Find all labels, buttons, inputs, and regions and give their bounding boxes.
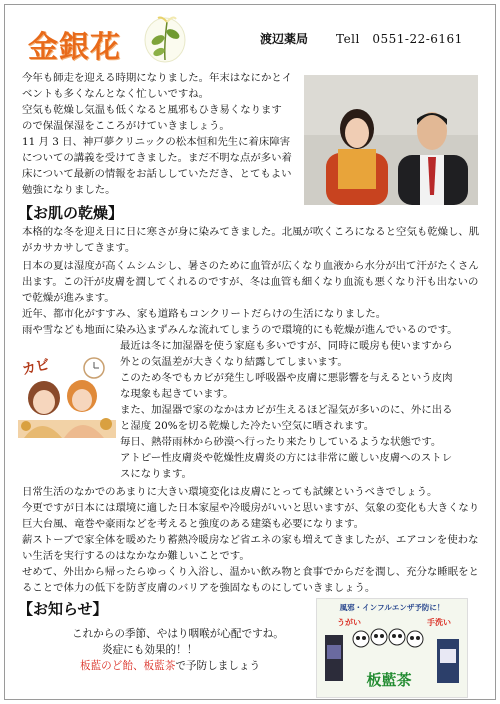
banlan-tea-product-image <box>316 598 468 698</box>
product-names-highlight: 板藍のど飴、板藍茶 <box>80 660 176 672</box>
product-name: 板藍茶 <box>366 671 412 689</box>
mold-illustration-text: カビ <box>20 356 52 379</box>
skin-bottom-line: 薪ストーブで家全体を暖めたり蓄熱冷暖房など省エネの家も増えてきましたが、エアコンを使わな <box>22 534 479 546</box>
product-label-left: うがい <box>337 618 361 627</box>
pharmacy-name: 渡辺薬局 <box>260 32 309 46</box>
skin-paragraph-line: 近年、都市化がすすみ、家も道路もコンクリートだらけの生活になりました。 <box>22 308 387 320</box>
skin-paragraph-line: 本格的な冬を迎え日に日に寒さが身に染みてきました。北風が吹くころになると空気も乾燥し、肌 <box>22 226 480 238</box>
skin-side-line: と湿度 20%を切る乾燥した冷たい空気に晒されます。 <box>120 420 375 432</box>
skin-paragraph-line: 日本の夏は湿度が高くムシムシし、暑さのために血管が広くなり血液から水分が出て汗がたくさん <box>22 260 479 272</box>
skin-paragraph-line: 雨や雪なども地面に染み込まずみんな流れてしまうので環境的にも乾燥が進んでいるのです。 <box>22 324 458 336</box>
notice-line-3 <box>80 658 260 674</box>
skin-side-line: このため冬でもカビが発生し呼吸器や皮膚に悪影響を与えるという皮肉 <box>120 372 453 384</box>
product-banner: 風邪・インフルエンザ予防に！ <box>339 603 445 612</box>
intro-line: 11 月 3 日、神戸夢クリニックの松本恒和先生に着床障害 <box>22 136 291 148</box>
phone-number: Tell 0551-22-6161 <box>336 32 463 46</box>
skin-paragraph-line: で乾燥が進みます。 <box>22 292 115 304</box>
skin-bottom-line: い生活を実行するのはなかなか難しいことです。 <box>22 550 250 562</box>
honeysuckle-logo-icon <box>140 10 190 66</box>
intro-line: 床について最新の情報をお話ししていただき、とてもよい <box>22 168 292 180</box>
product-label-right: 手洗い <box>427 618 451 627</box>
skin-paragraph-line: がカサカサしてきます。 <box>22 242 136 254</box>
skin-side-line: また、加湿器で家のなかはカビが生えるほど湿気が多いのに、外に出る <box>120 404 453 416</box>
notice-line-3-tail: で予防しましょう <box>175 660 261 672</box>
skin-side-line: スになります。 <box>120 468 192 480</box>
intro-line: ベントも多くなんとなく忙しいですね。 <box>22 88 210 100</box>
intro-line: 今年も師走を迎える時期になりました。年末はなにかとイ <box>22 72 293 84</box>
skin-side-line: 毎日、熱帯雨林から砂漠へ行ったり来たりしているような状態です。 <box>120 436 442 448</box>
intro-line: 勉強になりました。 <box>22 184 116 196</box>
skin-bottom-line: 巨大台風、竜巻や豪雨などを考えると強度のある建築も必要になります。 <box>22 518 365 530</box>
skin-bottom-line: 今更ですが日本には環境に適した日本家屋や冷暖房がいいと思いますが、気象の変化も大きくなり <box>22 502 480 514</box>
intro-line: についての講義を受けてきました。まだ不明な点が多い着 <box>22 152 292 164</box>
skin-bottom-line: 日常生活のなかでのあまりに大きい環境変化は皮膚にとっても試練というべきでしょう。 <box>22 486 438 498</box>
mold-women-illustration <box>14 354 120 438</box>
speaker-photo <box>304 75 478 205</box>
skin-bottom-line: ることで体力の低下を防ぎ皮膚のバリアを強固なものにしていきましょう。 <box>22 582 376 594</box>
skin-side-line: アトピー性皮膚炎や乾燥性皮膚炎の方には非常に厳しい皮膚へのストレ <box>120 452 453 464</box>
skin-side-line: 最近は冬に加湿器を使う家庭も多いですが、同時に暖房も使いますから <box>120 340 453 352</box>
skin-side-line: 外との気温差が大きくなり結露してしまいます。 <box>120 356 348 368</box>
intro-line: ので保温保湿をこころがけていきましょう。 <box>22 120 230 132</box>
notice-section-heading: 【お知らせ】 <box>18 600 108 618</box>
skin-paragraph-line: 出ます。この汗が皮膚を潤してくれるのですが、冬は血管も細くなり血流も悪くなり汗も出ないの <box>22 276 479 288</box>
logo-text: 金銀花 <box>28 30 121 65</box>
notice-line-1: これからの季節、やはり咽喉が心配ですね。 <box>72 628 284 640</box>
skin-side-line: な現象も起きています。 <box>120 388 234 400</box>
intro-line: 空気も乾燥し気温も低くなると風邪もひき易くなります <box>22 104 282 116</box>
skin-section-heading: 【お肌の乾燥】 <box>18 204 124 222</box>
notice-line-2: 炎症にも効果的！！ <box>102 644 198 656</box>
skin-bottom-line: せめて、外出から帰ったらゆっくり入浴し、温かい飲み物と食事でからだを潤し、充分な睡眠をと <box>22 566 479 578</box>
